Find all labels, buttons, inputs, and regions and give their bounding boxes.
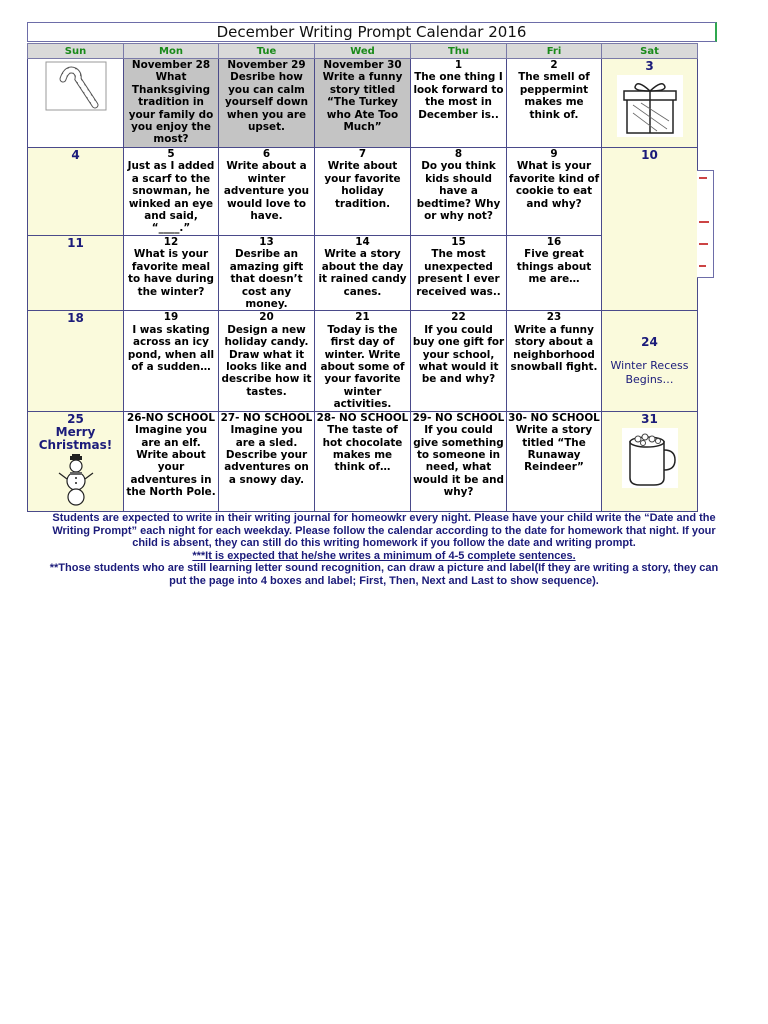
week-row-1 [28,59,698,148]
date-label: 18 [67,311,84,326]
prompt-text: Write about a winter adventure you would love to have. [223,160,310,223]
date-label: 2 [550,59,558,71]
date-label: 10 [641,148,658,162]
day-cell [124,411,219,511]
weekday-header-row [28,44,698,59]
prompt-text: The most unexpected present I ever received was.. [416,248,501,298]
calendar-title: December Writing Prompt Calendar 2016 [27,22,717,42]
day-cell [219,411,315,511]
date-label: 27- NO SCHOOL [220,411,313,424]
prompt-text: If you could give something to someone in need, what would it be and why? [413,424,504,499]
date-label: 30- NO SCHOOL [508,411,600,424]
day-cell [315,148,411,236]
date-label: 1 [454,59,463,71]
date-label: 14 [355,236,370,248]
notes-paragraph-2 [44,550,724,563]
date-label: November 28 [131,59,211,71]
prompt-text: Write a story titled “The Runaway Reindeer” [515,424,593,474]
day-cell [219,59,315,148]
date-label: 23 [546,311,562,324]
day-cell [507,59,602,148]
day-cell [507,411,602,511]
notes-paragraph-3: **Those students who are still learning letter sound recognition, can draw a picture and label(If they are writing a story, they can put the page into 4 boxes and label; First, Then, Next and Last to show sequence). [49,562,719,587]
calendar-grid [27,43,698,512]
week-row-4 [28,311,698,411]
date-label: November 29 [227,59,306,71]
day-header-sun: Sun [28,44,124,59]
day-header-sat: Sat [602,44,698,59]
prompt-text: Today is the first day of winter. Write about some of your favorite winter activities. [320,323,405,411]
day-cell [315,59,411,148]
partial-side-panel [697,170,714,278]
day-cell [411,148,507,236]
prompt-text: Imagine you are an elf. Write about your adventures in the North Pole. [126,424,216,499]
date-label: 13 [259,236,274,248]
day-cell [602,311,698,411]
prompt-text: What Thanksgiving tradition in your family do you enjoy the most? [128,71,214,146]
prompt-text: I was skating across an icy pond, when all of a sudden… [127,323,215,374]
hot-cocoa-mug-icon [622,428,678,488]
prompt-text: The one thing I look forward to the most in December is.. [413,71,504,121]
day-cell [315,236,411,311]
date-label: 21 [355,311,370,324]
day-header-mon: Mon [124,44,219,59]
date-label: 26-NO SCHOOL [126,411,215,424]
prompt-text: What is your favorite kind of cookie to eat and why? [508,160,600,210]
prompt-text: The taste of hot chocolate makes me think of… [322,424,403,474]
day-cell [28,411,124,511]
day-cell [219,148,315,236]
merry-christmas-text: Merry Christmas! [38,424,113,452]
date-label: 12 [163,236,179,248]
prompt-text: Desribe how you can calm yourself down when you are upset. [225,71,308,134]
date-label: 24 [641,335,658,350]
day-header-wed: Wed [315,44,411,59]
day-header-thu: Thu [411,44,507,59]
prompt-text: Five great things about me are… [516,248,592,286]
day-cell [219,236,315,311]
day-cell [602,148,698,311]
date-label: 15 [451,236,466,248]
prompt-text: Write about your favorite holiday tradition. [324,160,401,210]
candy-cane-icon [45,61,107,111]
notes-minimum-sentences: ***It is expected that he/she writes a minimum of 4-5 complete sentences. [192,549,576,562]
week-row-2 [28,148,698,236]
day-header-fri: Fri [507,44,602,59]
day-cell [124,148,219,236]
date-label: 31 [641,411,658,426]
homework-notes [44,512,724,588]
day-cell [507,148,602,236]
notes-paragraph-1: Students are expected to write in their writing journal for homeowkr every night. Please have your child write the “Date and the Writing Prompt” each night for each weekday. Please follow the calendar according to the date for homework that night. If your child is absent, they can still do this writing homework if you follow the date and writing prompt. [52,512,716,550]
date-label: 7 [358,148,367,160]
gift-box-icon [617,75,683,137]
day-cell [124,311,219,411]
date-label: 11 [67,236,84,250]
date-label: 9 [550,148,558,160]
date-label: 25 [67,411,84,426]
day-cell [28,148,124,236]
day-cell [124,59,219,148]
prompt-text: What is your favorite meal to have during the winter? [128,248,214,298]
prompt-text: Desribe an amazing gift that doesn’t cost any money. [229,248,304,311]
day-cell [507,311,602,411]
day-cell [219,311,315,411]
week-row-5 [28,411,698,511]
date-label: November 30 [323,59,402,71]
date-label: 29- NO SCHOOL [412,411,505,424]
day-cell [28,236,124,311]
week-row-3 [28,236,698,311]
date-label: 4 [71,148,80,162]
date-label: 28- NO SCHOOL [316,411,409,424]
date-label: 5 [167,148,175,160]
snowman-icon [56,454,96,506]
winter-recess-note: Winter Recess Begins… [610,359,689,387]
date-label: 3 [645,59,654,73]
day-cell [411,59,507,148]
prompt-text: Write a story about the day it rained candy canes. [318,248,407,298]
date-label: 6 [262,148,271,160]
day-cell [602,59,698,148]
day-header-tue: Tue [219,44,315,59]
prompt-text: Design a new holiday candy. Draw what it looks like and describe how it tastes. [221,323,312,398]
date-label: 20 [259,311,274,324]
prompt-text: Imagine you are a sled. Describe your adventures on a snowy day. [224,424,309,486]
day-cell [315,411,411,511]
prompt-text: The smell of peppermint makes me think of. [518,71,590,121]
day-cell [124,236,219,311]
day-cell [411,411,507,511]
day-cell [411,236,507,311]
prompt-text: If you could buy one gift for your school, what would it be and why? [412,323,505,386]
date-label: 16 [546,236,562,248]
prompt-text: Do you think kids should have a bedtime? Why or why not? [416,160,501,223]
prompt-text: Just as I added a scarf to the snowman, he winked an eye and said, “____.” [127,160,215,235]
day-cell [411,311,507,411]
day-cell [28,59,124,148]
prompt-text: Write a funny story titled “The Turkey who Ate Too Much” [322,71,403,134]
date-label: 22 [451,311,466,324]
day-cell [28,311,124,411]
day-cell [602,411,698,511]
date-label: 8 [454,148,463,160]
prompt-text: Write a funny story about a neighborhood snowball fight. [510,323,598,374]
day-cell [507,236,602,311]
day-cell [315,311,411,411]
date-label: 19 [163,311,179,324]
